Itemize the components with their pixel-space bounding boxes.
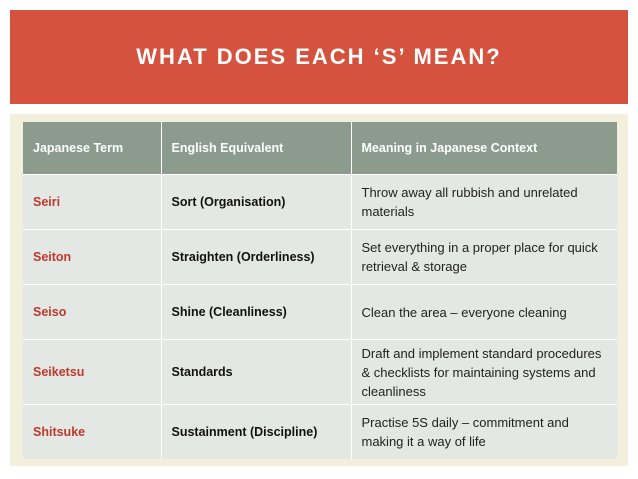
slide-title: WHAT DOES EACH ‘S’ MEAN? xyxy=(136,44,502,69)
term-cell: Seiketsu xyxy=(23,340,161,405)
header-meaning: Meaning in Japanese Context xyxy=(351,122,617,175)
title-banner xyxy=(10,10,628,104)
meaning-cell: Set everything in a proper place for quick retrieval & storage xyxy=(351,230,617,285)
table-row xyxy=(23,230,617,285)
table-row xyxy=(23,340,617,405)
term-cell: Seiso xyxy=(23,285,161,340)
term-cell: Seiton xyxy=(23,230,161,285)
english-cell: Shine (Cleanliness) xyxy=(161,285,351,340)
table-row xyxy=(23,175,617,230)
header-english-equivalent: English Equivalent xyxy=(161,122,351,175)
table-header-row xyxy=(23,122,617,175)
five-s-table xyxy=(23,122,617,459)
meaning-cell: Clean the area – everyone cleaning xyxy=(351,285,617,340)
meaning-cell: Throw away all rubbish and unrelated materials xyxy=(351,175,617,230)
english-cell: Standards xyxy=(161,340,351,405)
english-cell: Sustainment (Discipline) xyxy=(161,405,351,460)
english-cell: Straighten (Orderliness) xyxy=(161,230,351,285)
header-japanese-term: Japanese Term xyxy=(23,122,161,175)
term-cell: Seiri xyxy=(23,175,161,230)
table-row xyxy=(23,405,617,460)
meaning-cell: Draft and implement standard procedures & checklists for maintaining systems and cleanliness xyxy=(351,340,617,405)
table-row xyxy=(23,285,617,340)
english-cell: Sort (Organisation) xyxy=(161,175,351,230)
term-cell: Shitsuke xyxy=(23,405,161,460)
meaning-cell: Practise 5S daily – commitment and making it a way of life xyxy=(351,405,617,460)
